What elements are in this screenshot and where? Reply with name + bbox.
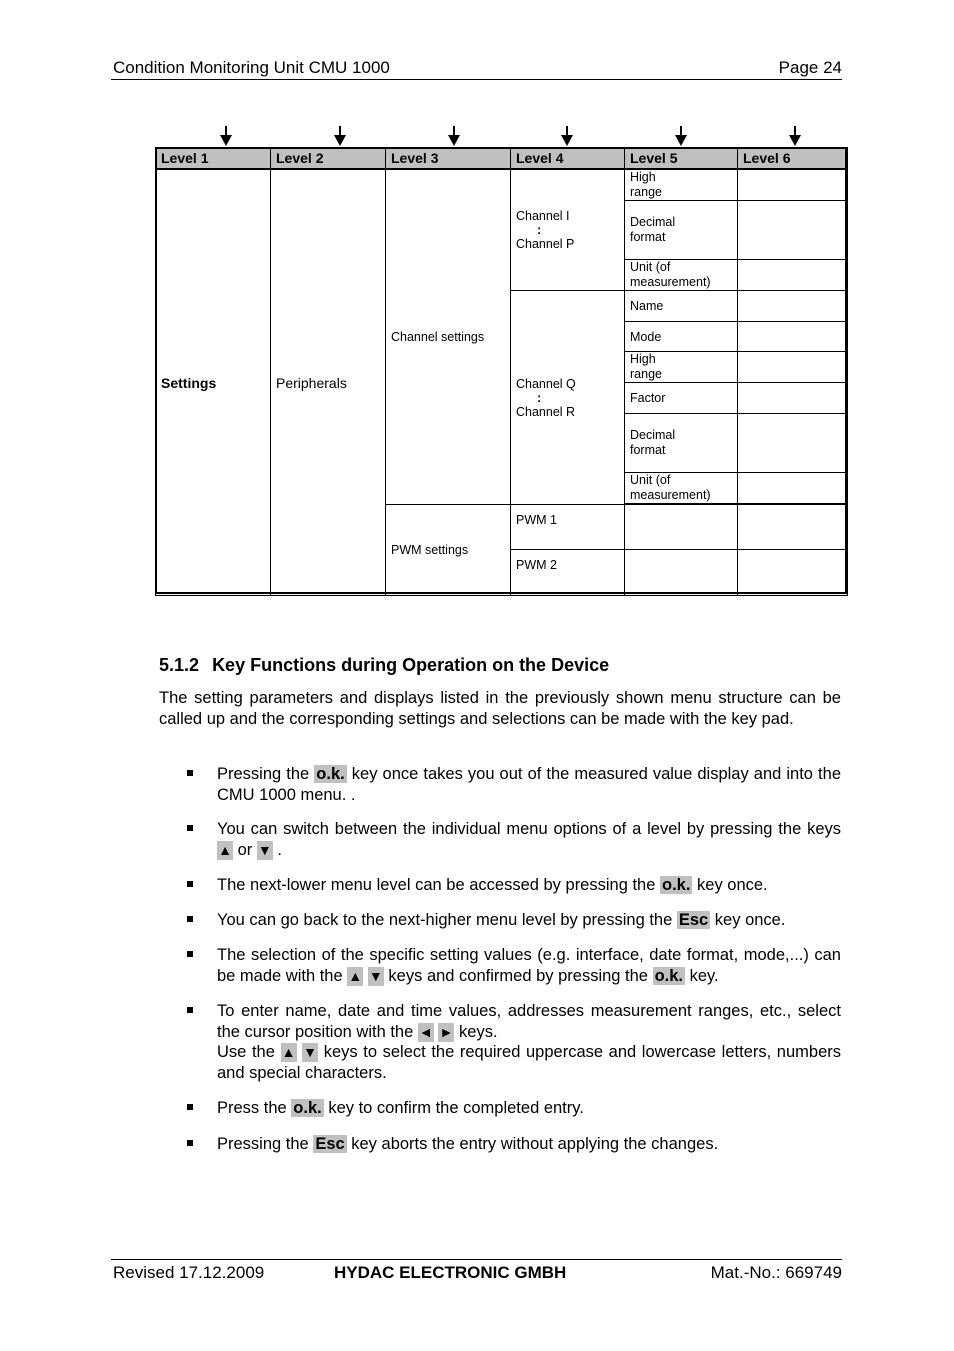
cell-mode: Mode [625, 322, 738, 352]
cell-unit: Unit (of measurement) [625, 473, 738, 504]
revision-date: Revised 17.12.2009 [113, 1263, 265, 1282]
down-key-icon: ▼ [257, 841, 272, 858]
cell-empty [625, 505, 738, 550]
page-footer [111, 1259, 842, 1290]
channel-q-label: Channel Q [516, 376, 576, 391]
range-colon: : [537, 223, 542, 237]
up-key-icon: ▲ [348, 967, 363, 984]
up-key-icon: ▲ [218, 841, 232, 858]
cell-empty [738, 291, 848, 322]
bullet-icon [187, 825, 193, 831]
arrow-down-icon [220, 126, 232, 146]
arrow-down-icon [675, 126, 687, 146]
ok-key: o.k. [654, 966, 684, 985]
list-item: The selection of the specific setting values (e.g. interface, date format, mode,...) can be made with the ▲ ▼ keys and confirmed by pressing the o.k. key. [187, 945, 841, 986]
cell-empty [738, 169, 848, 201]
list-item: To enter name, date and time values, addresses measurement ranges, etc., select the cursor position with the ◄ ► keys. Use the ▲ ▼ keys to select the required uppercase and lowercase letters, numbers and special characters. [187, 1001, 841, 1083]
page-header [111, 58, 842, 80]
bullet-icon [187, 1104, 193, 1110]
cell-unit: Unit (of measurement) [625, 260, 738, 291]
list-item: You can switch between the individual menu options of a level by pressing the keys ▲ or ▼ . [187, 819, 841, 860]
ok-key: o.k. [662, 876, 691, 894]
right-key-icon: ► [439, 1023, 454, 1040]
header-level-2: Level 2 [271, 148, 386, 170]
list-item: The next-lower menu level can be accessed by pressing the o.k. key once. [187, 875, 841, 896]
bullet-icon [187, 951, 193, 957]
list-item: Press the o.k. key to confirm the completed entry. [187, 1098, 841, 1119]
cell-empty [625, 550, 738, 596]
cell-empty [738, 201, 848, 260]
left-key-icon: ◄ [418, 1023, 433, 1040]
list-item: Pressing the o.k. key once takes you out of the measured value display and into the CMU 1000 menu. . [187, 764, 841, 805]
intro-paragraph: The setting parameters and displays listed in the previously shown menu structure can be called up and the corresponding settings and selections can be made with the key pad. [159, 689, 841, 728]
cell-empty [738, 383, 848, 414]
cell-empty [738, 505, 848, 550]
arrow-down-icon [448, 126, 460, 146]
cell-empty [738, 550, 848, 596]
header-level-6: Level 6 [738, 148, 848, 170]
header-level-3: Level 3 [386, 148, 511, 170]
esc-key: Esc [678, 911, 709, 929]
cell-peripherals: Peripherals [271, 169, 386, 596]
cell-empty [738, 260, 848, 291]
bullet-icon [187, 1007, 193, 1013]
menu-structure-table [155, 147, 848, 596]
cell-channel-q-r [511, 291, 625, 505]
section-heading [159, 655, 609, 676]
cell-name: Name [625, 291, 738, 322]
cell-high-range: High range [625, 169, 738, 201]
bullet-icon [187, 881, 193, 887]
arrow-down-icon [561, 126, 573, 146]
cell-channel-settings: Channel settings [386, 169, 511, 505]
company-name: HYDAC ELECTRONIC GMBH [334, 1263, 567, 1282]
down-key-icon: ▼ [368, 967, 383, 984]
page-number: Page 24 [778, 58, 842, 77]
ok-key: o.k. [316, 765, 345, 783]
cell-high-range: High range [625, 352, 738, 383]
material-number: Mat.-No.: 669749 [710, 1263, 842, 1282]
cell-pwm-settings: PWM settings [386, 505, 511, 596]
bullet-icon [187, 770, 193, 776]
document-title: Condition Monitoring Unit CMU 1000 [113, 58, 390, 77]
bullet-icon [187, 916, 193, 922]
esc-key: Esc [315, 1135, 345, 1153]
channel-i-label: Channel I [516, 209, 570, 223]
cell-empty [738, 322, 848, 352]
header-level-5: Level 5 [625, 148, 738, 170]
up-key-icon: ▲ [281, 1044, 296, 1060]
header-level-1: Level 1 [156, 148, 271, 170]
header-level-4: Level 4 [511, 148, 625, 170]
list-item: You can go back to the next-higher menu level by pressing the Esc key once. [187, 910, 841, 931]
cell-pwm-1: PWM 1 [511, 505, 625, 550]
cell-factor: Factor [625, 383, 738, 414]
down-key-icon: ▼ [303, 1044, 318, 1060]
cell-empty [738, 352, 848, 383]
cell-empty [738, 473, 848, 504]
section-number: 5.1.2 [159, 655, 200, 675]
cell-settings: Settings [156, 169, 271, 596]
range-colon: : [537, 390, 542, 405]
channel-r-label: Channel R [516, 404, 576, 419]
arrow-down-icon [334, 126, 346, 146]
cell-empty [738, 414, 848, 473]
cell-channel-i-p [511, 169, 625, 291]
channel-p-label: Channel P [516, 237, 575, 251]
bullet-icon [187, 1140, 193, 1146]
ok-key: o.k. [293, 1099, 322, 1117]
section-title: Key Functions during Operation on the Device [212, 655, 610, 675]
cell-decimal-format: Decimal format [625, 201, 738, 260]
cell-pwm-2: PWM 2 [511, 550, 625, 596]
cell-decimal-format: Decimal format [625, 414, 738, 473]
list-item: Pressing the Esc key aborts the entry without applying the changes. [187, 1134, 841, 1155]
arrow-down-icon [789, 126, 801, 146]
